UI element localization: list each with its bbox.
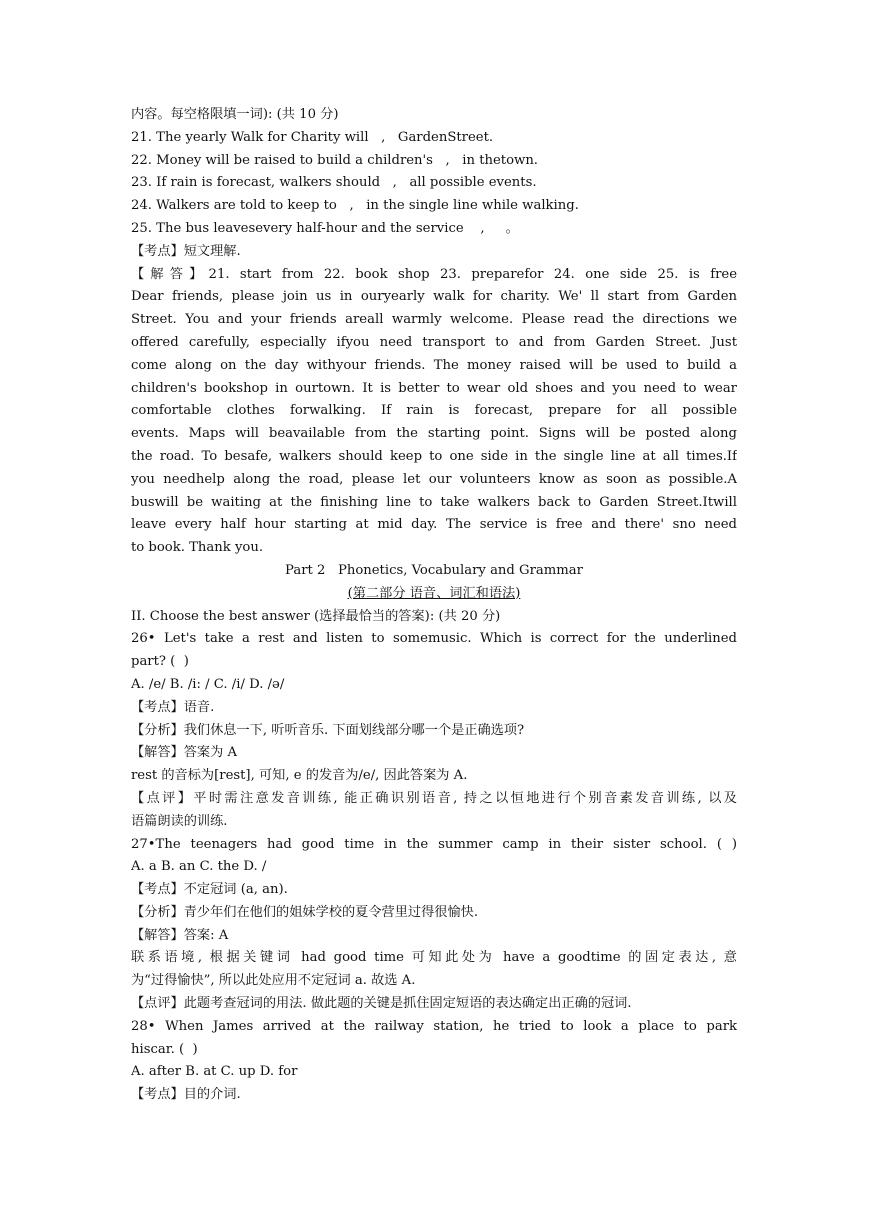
passage-line: 23. If rain is forecast, walkers should , all possible events. [131, 175, 537, 191]
passage-line: Street. You and your friends areall warmly welcome. Please read the directions we [131, 312, 737, 328]
question-line: 【考点】目的介词. [131, 1087, 241, 1103]
question-line: 28• When James arrived at the railway station, he tried to look a place to park [131, 1018, 737, 1034]
passage-line: 【考点】短文理解. [131, 243, 241, 259]
passage-line: you needhelp along the road, please let our volunteers know as soon as possible.A [131, 471, 737, 487]
question-line: A. after B. at C. up D. for [131, 1064, 298, 1080]
question-line: 联系语境, 根据关键词 had good time 可知此处为 have a goodtime 的固定表达, 意 [131, 950, 737, 966]
passage-line: events. Maps will beavailable from the starting point. Signs will be posted along [131, 426, 737, 442]
question-line: 【点评】平时需注意发音训练, 能正确识别语音, 持之以恒地进行个别音素发音训练, 以及 [131, 790, 737, 806]
passage-line: children's bookshop in ourtown. It is better to wear old shoes and you need to wear [131, 380, 737, 396]
question-line: A. /e/ B. /i: / C. /i/ D. /ə/ [131, 676, 285, 692]
passage-line: to book. Thank you. [131, 540, 264, 556]
question-line: rest 的音标为[rest], 可知, e 的发音为/e/, 因此答案为 A. [131, 768, 468, 784]
passage-line: 21. The yearly Walk for Charity will , GardenStreet. [131, 129, 494, 145]
part-title: Part 2 Phonetics, Vocabulary and Grammar [285, 562, 583, 578]
question-line: part? ( ) [131, 654, 189, 670]
question-line: 26• Let's take a rest and listen to somemusic. Which is correct for the underlined [131, 631, 737, 647]
passage-line: 24. Walkers are told to keep to , in the single line while walking. [131, 198, 579, 214]
passage-line: come along on the day withyour friends. The money raised will be used to build a [131, 357, 737, 373]
passage-line: offered carefully, especially ifyou need transport to and from Garden Street. Just [131, 334, 737, 350]
passage-line: leave every half hour starting at mid day. The service is free and there' sno need [131, 517, 737, 533]
passage-line: 内容。每空格限填一词): (共 10 分) [131, 107, 339, 122]
document-page [131, 104, 737, 1107]
question-line: 为“过得愉快”, 所以此处应用不定冠词 a. 故选 A. [131, 973, 416, 989]
passage-line: 25. The bus leavesevery half-hour and the service , 。 [131, 220, 519, 236]
question-line: 【分析】青少年们在他们的姐妹学校的夏令营里过得很愉快. [131, 904, 479, 920]
question-line: 【点评】此题考查冠词的用法. 做此题的关键是抓住固定短语的表达确定出正确的冠词. [131, 996, 632, 1012]
question-line: 【解答】答案: A [131, 927, 229, 943]
passage-line: comfortable clothes forwalking. If rain is forecast, prepare for all possible [131, 403, 737, 419]
question-line: 【解答】答案为 A [131, 745, 238, 761]
passage-line: 【解答】21. start from 22. book shop 23. preparefor 24. one side 25. is free [131, 266, 737, 282]
question-line: 【考点】不定冠词 (a, an). [131, 882, 288, 898]
question-line: 【考点】语音. [131, 699, 215, 715]
passage-line: the road. To besafe, walkers should keep to one side in the single line at all times.If [131, 448, 737, 464]
question-line: II. Choose the best answer (选择最恰当的答案): (共 20 分) [131, 608, 501, 624]
part-subtitle-text: (第二部分 语音、词汇和语法) [347, 585, 521, 601]
question-line: hiscar. ( ) [131, 1041, 198, 1057]
passage-line: 22. Money will be raised to build a children's , in thetown. [131, 152, 539, 168]
question-line: 27•The teenagers had good time in the summer camp in their sister school. ( ) [131, 836, 737, 852]
passage-block [131, 104, 737, 560]
part-subtitle [131, 583, 737, 606]
question-line: 语篇朗读的训练. [131, 813, 228, 829]
question-line: 【分析】我们休息一下, 听听音乐. 下面划线部分哪一个是正确选项? [131, 722, 525, 738]
passage-line: buswill be waiting at the finishing line to take walkers back to Garden Street.Itwill [131, 494, 737, 510]
question-line: A. a B. an C. the D. / [131, 859, 267, 875]
questions-block [131, 606, 737, 1108]
passage-line: Dear friends, please join us in ouryearly walk for charity. We' ll start from Garden [131, 289, 737, 305]
